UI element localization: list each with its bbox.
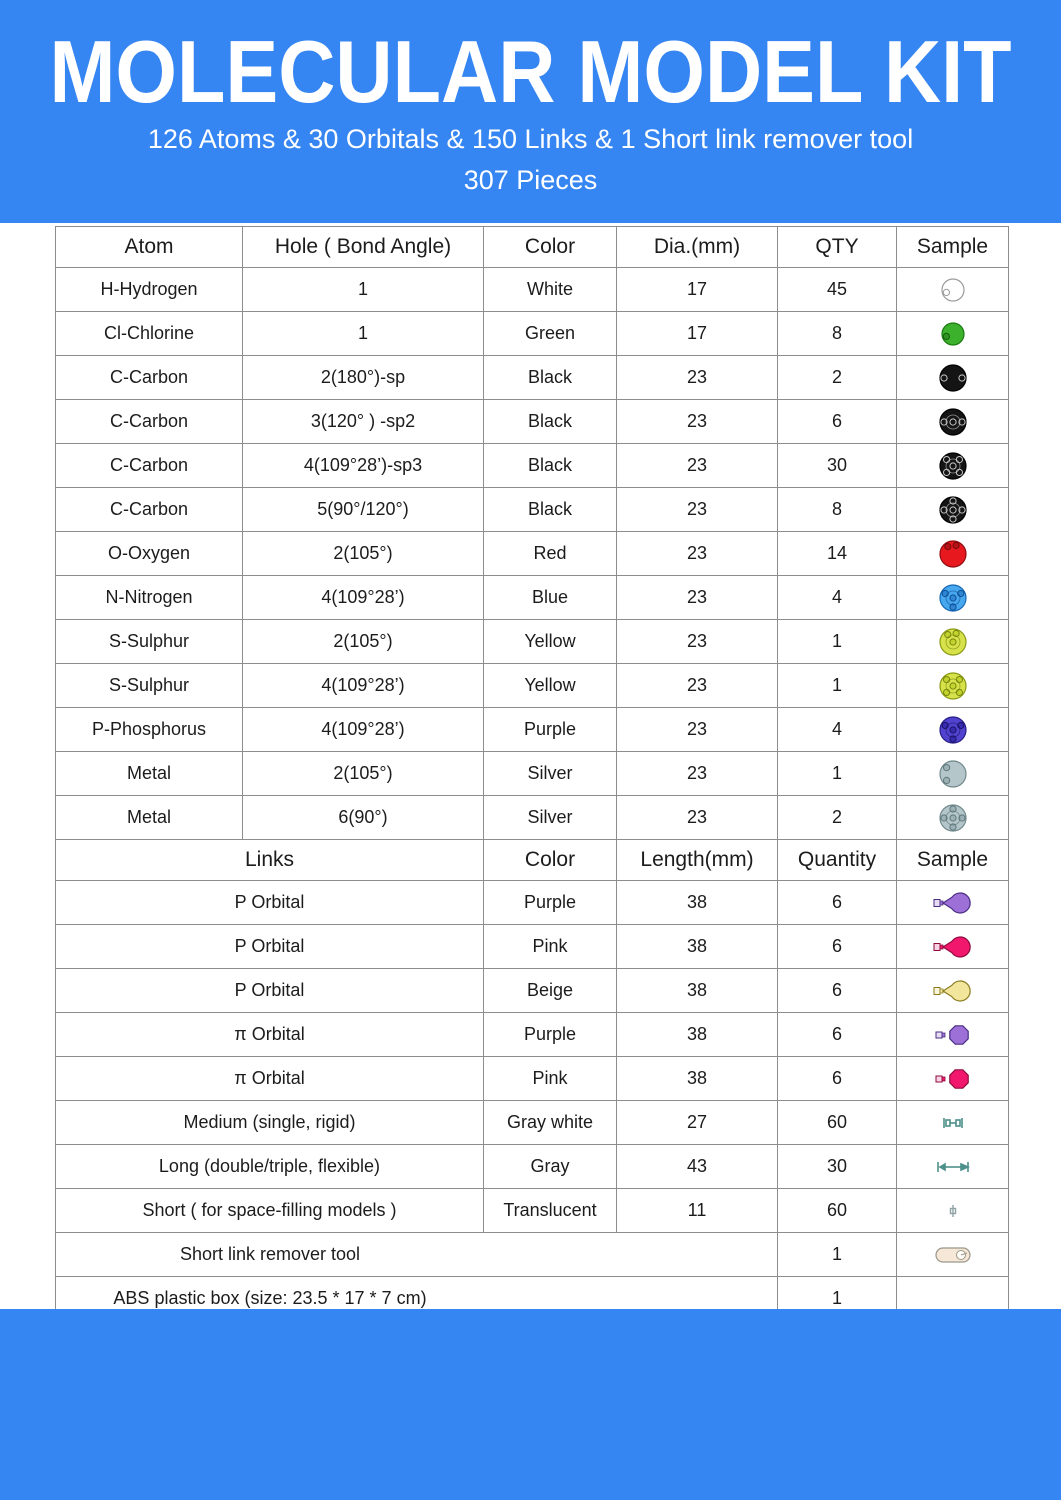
atoms-header: Hole ( Bond Angle) bbox=[243, 227, 484, 268]
atom-color: Green bbox=[484, 312, 617, 356]
atom-qty: 1 bbox=[778, 620, 897, 664]
remover-tool-icon bbox=[931, 1240, 975, 1270]
atom-diameter: 23 bbox=[617, 796, 778, 840]
atom-diameter: 23 bbox=[617, 444, 778, 488]
atom-name: Metal bbox=[56, 752, 243, 796]
silver-ball-icon bbox=[938, 759, 968, 789]
link-label: P Orbital bbox=[56, 925, 484, 969]
atom-qty: 2 bbox=[778, 796, 897, 840]
pink-balloon-icon bbox=[931, 932, 975, 962]
link-row bbox=[56, 1057, 1009, 1101]
link-qty: 6 bbox=[778, 969, 897, 1013]
atom-diameter: 23 bbox=[617, 356, 778, 400]
atom-hole-bond-angle: 3(120° ) -sp2 bbox=[243, 400, 484, 444]
atom-hole-bond-angle: 1 bbox=[243, 268, 484, 312]
atom-qty: 4 bbox=[778, 576, 897, 620]
atom-row bbox=[56, 752, 1009, 796]
link-color: Gray bbox=[484, 1145, 617, 1189]
atom-sample-cell bbox=[897, 268, 1009, 312]
link-qty: 60 bbox=[778, 1189, 897, 1233]
pink-octagon-icon bbox=[931, 1064, 975, 1094]
link-row bbox=[56, 1189, 1009, 1233]
red-ball-icon bbox=[938, 539, 968, 569]
link-row bbox=[56, 1145, 1009, 1189]
atom-color: Yellow bbox=[484, 664, 617, 708]
atom-row bbox=[56, 400, 1009, 444]
link-length: 43 bbox=[617, 1145, 778, 1189]
pieces-count: 307 Pieces bbox=[463, 165, 598, 195]
purple-ball-icon bbox=[938, 715, 968, 745]
link-color: Pink bbox=[484, 1057, 617, 1101]
atom-color: Black bbox=[484, 400, 617, 444]
atom-row bbox=[56, 576, 1009, 620]
link-length: 38 bbox=[617, 969, 778, 1013]
link-label: Short link remover tool bbox=[179, 1244, 361, 1264]
atom-qty: 1 bbox=[778, 664, 897, 708]
atom-color: Blue bbox=[484, 576, 617, 620]
atom-diameter: 23 bbox=[617, 488, 778, 532]
atom-row bbox=[56, 664, 1009, 708]
black-ball-icon bbox=[938, 451, 968, 481]
link-length: 11 bbox=[617, 1189, 778, 1233]
link-qty: 6 bbox=[778, 881, 897, 925]
blue-ball-icon bbox=[938, 583, 968, 613]
atom-sample-cell bbox=[897, 796, 1009, 840]
link-label: Medium (single, rigid) bbox=[56, 1101, 484, 1145]
atom-qty: 8 bbox=[778, 488, 897, 532]
atom-name: S-Sulphur bbox=[56, 620, 243, 664]
atom-hole-bond-angle: 2(105°) bbox=[243, 532, 484, 576]
link-label: P Orbital bbox=[56, 881, 484, 925]
beige-balloon-icon bbox=[931, 976, 975, 1006]
link-sample-cell bbox=[897, 1233, 1009, 1277]
link-length: 38 bbox=[617, 925, 778, 969]
black-ball-icon bbox=[938, 407, 968, 437]
atom-qty: 2 bbox=[778, 356, 897, 400]
link-row bbox=[56, 969, 1009, 1013]
atom-row bbox=[56, 444, 1009, 488]
atom-qty: 8 bbox=[778, 312, 897, 356]
atom-sample-cell bbox=[897, 664, 1009, 708]
atoms-header: Dia.(mm) bbox=[617, 227, 778, 268]
link-color: Purple bbox=[484, 1013, 617, 1057]
link-row bbox=[56, 1233, 1009, 1277]
atoms-header: Atom bbox=[56, 227, 243, 268]
links-header: Length(mm) bbox=[617, 840, 778, 881]
link-label: π Orbital bbox=[56, 1057, 484, 1101]
purple-octagon-icon bbox=[931, 1020, 975, 1050]
link-sample-cell bbox=[897, 1013, 1009, 1057]
green-ball-icon bbox=[938, 319, 968, 349]
atom-hole-bond-angle: 2(105°) bbox=[243, 752, 484, 796]
atom-name: O-Oxygen bbox=[56, 532, 243, 576]
atom-name: C-Carbon bbox=[56, 356, 243, 400]
atom-name: N-Nitrogen bbox=[56, 576, 243, 620]
long-link-icon bbox=[931, 1152, 975, 1182]
silver-ball-icon bbox=[938, 803, 968, 833]
atom-hole-bond-angle: 2(180°)-sp bbox=[243, 356, 484, 400]
atom-name: S-Sulphur bbox=[56, 664, 243, 708]
atom-hole-bond-angle: 4(109°28’) bbox=[243, 708, 484, 752]
link-row bbox=[56, 1101, 1009, 1145]
atom-hole-bond-angle: 6(90°) bbox=[243, 796, 484, 840]
link-sample-cell bbox=[897, 1145, 1009, 1189]
link-sample-cell bbox=[897, 1101, 1009, 1145]
link-qty: 6 bbox=[778, 1057, 897, 1101]
link-color: Pink bbox=[484, 925, 617, 969]
atom-qty: 45 bbox=[778, 268, 897, 312]
header-banner bbox=[0, 0, 1061, 223]
atoms-header: Sample bbox=[897, 227, 1009, 268]
atom-diameter: 23 bbox=[617, 576, 778, 620]
page-title: MOLECULAR MODEL KIT bbox=[49, 22, 1012, 121]
link-length: 27 bbox=[617, 1101, 778, 1145]
atom-sample-cell bbox=[897, 400, 1009, 444]
atom-row bbox=[56, 488, 1009, 532]
atom-sample-cell bbox=[897, 312, 1009, 356]
footer-banner bbox=[0, 1309, 1061, 1500]
link-qty: 60 bbox=[778, 1101, 897, 1145]
atom-color: Yellow bbox=[484, 620, 617, 664]
links-header: Color bbox=[484, 840, 617, 881]
atom-color: Purple bbox=[484, 708, 617, 752]
atoms-header: QTY bbox=[778, 227, 897, 268]
atom-diameter: 23 bbox=[617, 532, 778, 576]
kit-contents-subtitle: 126 Atoms & 30 Orbitals & 150 Links & 1 Short link remover tool bbox=[147, 124, 914, 154]
atom-diameter: 23 bbox=[617, 620, 778, 664]
links-header: Links bbox=[56, 840, 484, 881]
link-row bbox=[56, 881, 1009, 925]
medium-link-icon bbox=[931, 1108, 975, 1138]
link-sample-cell bbox=[897, 881, 1009, 925]
atom-sample-cell bbox=[897, 708, 1009, 752]
link-color: Translucent bbox=[484, 1189, 617, 1233]
yellow-ball-icon bbox=[938, 671, 968, 701]
atom-sample-cell bbox=[897, 752, 1009, 796]
links-header: Sample bbox=[897, 840, 1009, 881]
link-label: Long (double/triple, flexible) bbox=[56, 1145, 484, 1189]
atom-color: Black bbox=[484, 488, 617, 532]
atom-row bbox=[56, 708, 1009, 752]
link-label-cell bbox=[56, 1233, 778, 1277]
short-link-icon bbox=[931, 1196, 975, 1226]
atom-color: White bbox=[484, 268, 617, 312]
purple-balloon-icon bbox=[931, 888, 975, 918]
link-color: Gray white bbox=[484, 1101, 617, 1145]
spec-table bbox=[55, 226, 1009, 1321]
link-qty: 6 bbox=[778, 1013, 897, 1057]
link-length: 38 bbox=[617, 1013, 778, 1057]
atom-name: Metal bbox=[56, 796, 243, 840]
atom-name: H-Hydrogen bbox=[56, 268, 243, 312]
link-sample-cell bbox=[897, 1189, 1009, 1233]
atom-qty: 30 bbox=[778, 444, 897, 488]
white-ball-icon bbox=[938, 275, 968, 305]
atom-row bbox=[56, 268, 1009, 312]
link-qty: 6 bbox=[778, 925, 897, 969]
black-ball-icon bbox=[938, 495, 968, 525]
atom-hole-bond-angle: 2(105°) bbox=[243, 620, 484, 664]
atoms-header-row bbox=[56, 227, 1009, 268]
atom-diameter: 23 bbox=[617, 400, 778, 444]
link-sample-cell bbox=[897, 1057, 1009, 1101]
atom-qty: 14 bbox=[778, 532, 897, 576]
atom-hole-bond-angle: 4(109°28’)-sp3 bbox=[243, 444, 484, 488]
atom-diameter: 17 bbox=[617, 312, 778, 356]
atom-row bbox=[56, 312, 1009, 356]
atom-diameter: 23 bbox=[617, 708, 778, 752]
link-label: π Orbital bbox=[56, 1013, 484, 1057]
link-sample-cell bbox=[897, 925, 1009, 969]
atom-name: P-Phosphorus bbox=[56, 708, 243, 752]
atom-name: C-Carbon bbox=[56, 488, 243, 532]
atom-row bbox=[56, 620, 1009, 664]
link-row bbox=[56, 1013, 1009, 1057]
atom-hole-bond-angle: 1 bbox=[243, 312, 484, 356]
atom-qty: 4 bbox=[778, 708, 897, 752]
link-qty: 30 bbox=[778, 1145, 897, 1189]
atom-row bbox=[56, 532, 1009, 576]
atom-sample-cell bbox=[897, 444, 1009, 488]
atom-color: Silver bbox=[484, 752, 617, 796]
link-color: Beige bbox=[484, 969, 617, 1013]
atom-diameter: 23 bbox=[617, 752, 778, 796]
link-qty: 1 bbox=[778, 1233, 897, 1277]
atom-hole-bond-angle: 4(109°28’) bbox=[243, 664, 484, 708]
atom-name: C-Carbon bbox=[56, 400, 243, 444]
atom-sample-cell bbox=[897, 488, 1009, 532]
atom-color: Black bbox=[484, 444, 617, 488]
link-row bbox=[56, 925, 1009, 969]
atom-sample-cell bbox=[897, 620, 1009, 664]
atom-qty: 1 bbox=[778, 752, 897, 796]
atom-color: Red bbox=[484, 532, 617, 576]
link-label: P Orbital bbox=[56, 969, 484, 1013]
atom-sample-cell bbox=[897, 356, 1009, 400]
links-header-row bbox=[56, 840, 1009, 881]
atom-color: Black bbox=[484, 356, 617, 400]
atom-sample-cell bbox=[897, 576, 1009, 620]
atom-diameter: 23 bbox=[617, 664, 778, 708]
atom-row bbox=[56, 356, 1009, 400]
atom-qty: 6 bbox=[778, 400, 897, 444]
atom-hole-bond-angle: 4(109°28’) bbox=[243, 576, 484, 620]
link-label: ABS plastic box (size: 23.5 * 17 * 7 cm) bbox=[113, 1288, 427, 1308]
links-header: Quantity bbox=[778, 840, 897, 881]
link-sample-cell bbox=[897, 969, 1009, 1013]
link-length: 38 bbox=[617, 881, 778, 925]
link-label: Short ( for space-filling models ) bbox=[56, 1189, 484, 1233]
link-length: 38 bbox=[617, 1057, 778, 1101]
atom-row bbox=[56, 796, 1009, 840]
atoms-header: Color bbox=[484, 227, 617, 268]
link-color: Purple bbox=[484, 881, 617, 925]
atom-name: C-Carbon bbox=[56, 444, 243, 488]
atom-diameter: 17 bbox=[617, 268, 778, 312]
atom-hole-bond-angle: 5(90°/120°) bbox=[243, 488, 484, 532]
link-qty: 1 bbox=[778, 1277, 897, 1321]
yellow-ball-icon bbox=[938, 627, 968, 657]
black-ball-icon bbox=[938, 363, 968, 393]
atom-color: Silver bbox=[484, 796, 617, 840]
atom-name: Cl-Chlorine bbox=[56, 312, 243, 356]
atom-sample-cell bbox=[897, 532, 1009, 576]
